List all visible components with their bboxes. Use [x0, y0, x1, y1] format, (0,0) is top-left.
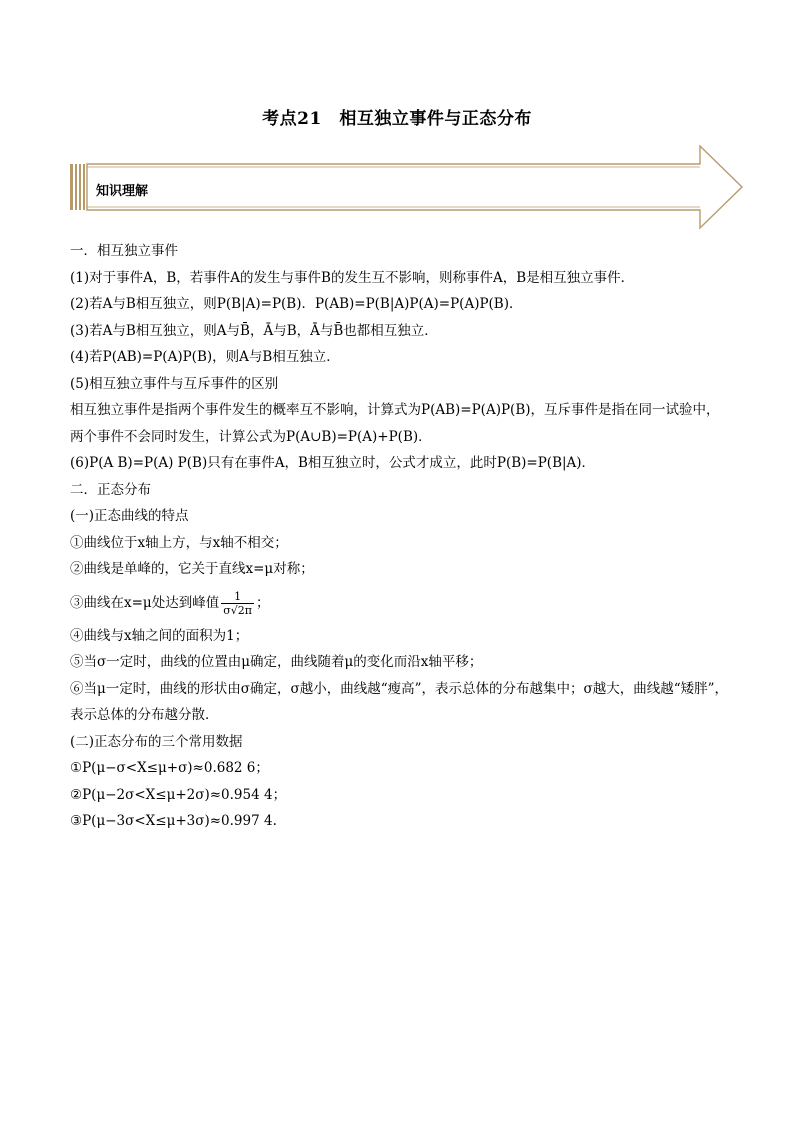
text-line: (1)对于事件A，B，若事件A的发生与事件B的发生互不影响，则称事件A，B是相互独立事件． — [70, 269, 635, 286]
text-line: (6)P(A B)=P(A) P(B)只有在事件A，B相互独立时，公式才成立，此时P(B)=P(B|A)． — [70, 455, 596, 471]
text-line: ④曲线与x轴之间的面积为1； — [70, 627, 249, 644]
text-line: ①P(μ−σ<X≤μ+σ)≈0.682 6； — [70, 760, 269, 776]
text-line: ②曲线是单峰的，它关于直线x=μ对称； — [70, 561, 314, 577]
text-line: ②P(μ−2σ<X≤μ+2σ)≈0.954 4； — [70, 786, 287, 803]
text-line: (二)正态分布的三个常用数据 — [70, 733, 243, 750]
text-paragraph: ⑥当μ一定时，曲线的形状由σ确定，σ越小，曲线越“瘦高”，表示总体的分布越集中；σ越大，曲线越“矮胖”，表示总体的分布越分散． — [70, 680, 729, 723]
section-heading: 二．正态分布 — [70, 481, 151, 498]
content — [70, 238, 730, 835]
banner-label: 知识理解 — [96, 184, 149, 199]
text-paragraph: 相互独立事件是指两个事件发生的概率互不影响，计算式为P(AB)=P(A)P(B)，互斥事件是指在同一试验中，两个事件不会同时发生，计算公式为P(A∪B)=P(A)+P(B)． — [70, 402, 720, 445]
page-title: 考点21 相互独立事件与正态分布 — [262, 109, 532, 129]
fraction-denominator: σ√2π — [223, 603, 252, 617]
fraction-numerator: 1 — [221, 590, 254, 604]
text-line: (5)相互独立事件与互斥事件的区别 — [70, 375, 279, 392]
fraction — [221, 590, 254, 617]
peak-prefix: ③曲线在x=μ处达到峰值 — [70, 594, 220, 611]
text-line: (2)若A与B相互独立，则P(B|A)=P(B)．P(AB)=P(B|A)P(A)=P(A)P(B)． — [70, 296, 523, 312]
text-line: (一)正态曲线的特点 — [70, 508, 189, 524]
text-line: ①曲线位于x轴上方，与x轴不相交； — [70, 534, 288, 551]
section-banner — [70, 144, 746, 230]
text-line: (4)若P(AB)=P(A)P(B)，则A与B相互独立． — [70, 349, 340, 365]
peak-suffix: ； — [255, 594, 270, 611]
section-heading: 一．相互独立事件 — [70, 243, 178, 259]
text-line: ⑤当σ一定时，曲线的位置由μ确定，曲线随着μ的变化而沿x轴平移； — [70, 654, 483, 670]
peak-line — [70, 583, 730, 623]
text-line: (3)若A与B相互独立，则A与B̄，Ā与B，Ā与B̄也都相互独立． — [70, 322, 438, 339]
text-line: ③P(μ−3σ<X≤μ+3σ)≈0.997 4. — [70, 813, 277, 829]
